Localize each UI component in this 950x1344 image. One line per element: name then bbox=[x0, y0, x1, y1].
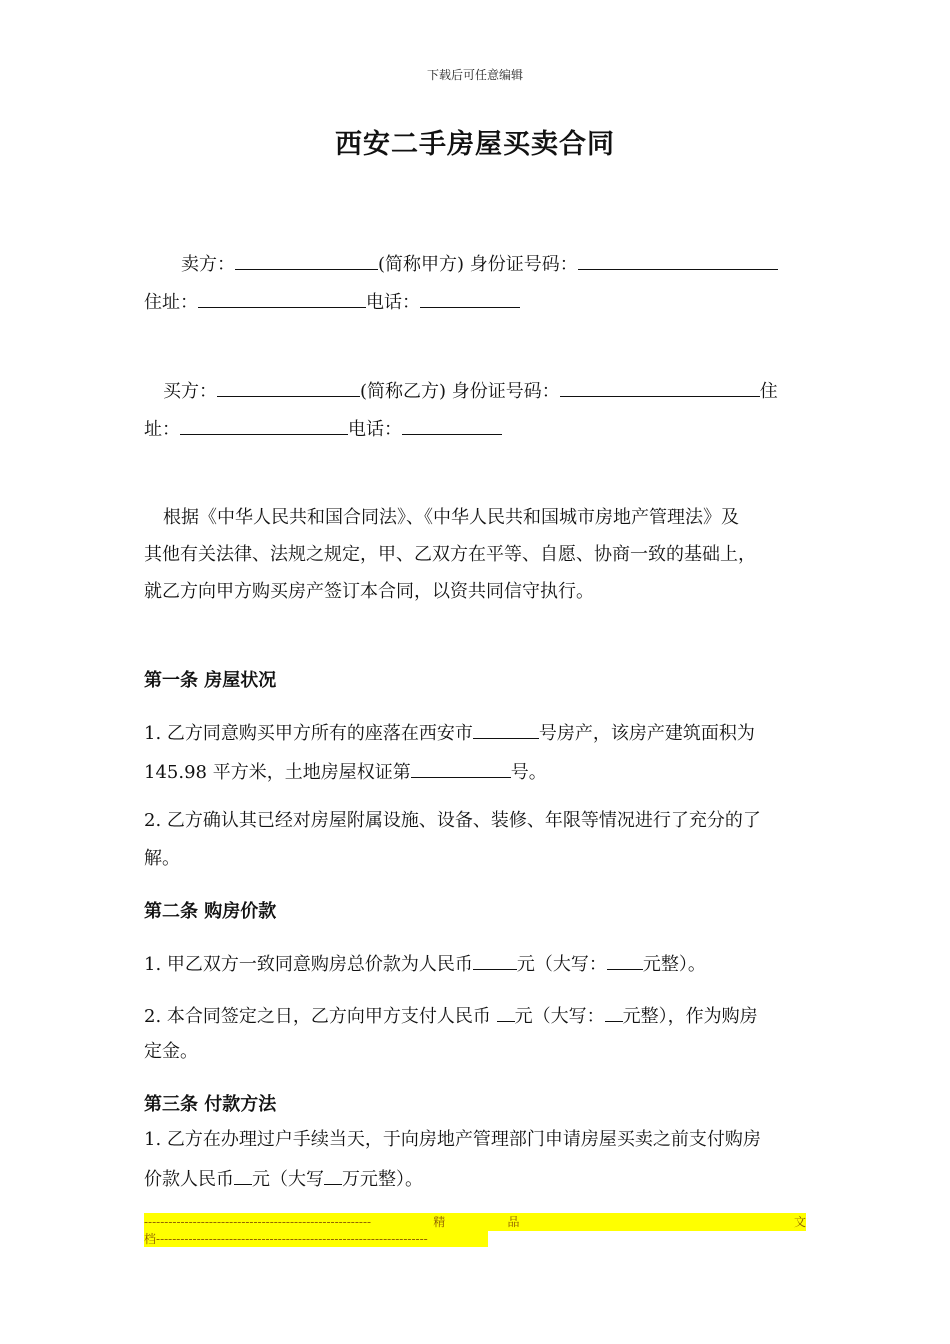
buyer-line-tail: 住 bbox=[759, 381, 778, 402]
article-1-text-a: 1. 乙方同意购买甲方所有的座落在西安市 bbox=[144, 723, 473, 744]
article-1-text-c: 145.98 平方米，土地房屋权证第 bbox=[144, 762, 411, 783]
certificate-number-field[interactable] bbox=[411, 757, 511, 778]
seller-line-2 bbox=[144, 287, 520, 316]
intro-line-2: 其他有关法律、法规之规定，甲、乙双方在平等、自愿、协商一致的基础上， bbox=[144, 544, 756, 565]
article-2-para-2 bbox=[144, 1001, 758, 1030]
article-2-text-c: 元整）。 bbox=[642, 954, 706, 975]
article-2-text-d: 2. 本合同签定之日，乙方向甲方支付人民币 bbox=[144, 1006, 497, 1027]
header-note: 下载后可任意编辑 bbox=[426, 68, 523, 82]
article-1-para-1 bbox=[144, 718, 755, 747]
article-2-para-1 bbox=[144, 949, 706, 978]
footer-char-2: 品 bbox=[507, 1215, 520, 1229]
buyer-address-field[interactable] bbox=[180, 414, 348, 435]
article-2-text-f: 元整），作为购房 bbox=[622, 1006, 758, 1027]
footer-char-1: 精 bbox=[433, 1215, 446, 1229]
footer-watermark-line-2 bbox=[144, 1231, 488, 1247]
seller-id-label: 身份证号码： bbox=[469, 254, 578, 275]
buyer-line-2 bbox=[144, 414, 502, 443]
footer-char-3: 文 bbox=[793, 1215, 806, 1229]
intro-line-3: 就乙方向甲方购买房产签订本合同，以资共同信守执行。 bbox=[144, 581, 594, 602]
article-2-text-b: 元（大写： bbox=[516, 954, 607, 975]
footer-char-4: 档 bbox=[144, 1232, 157, 1246]
article-1-para-1-cont bbox=[144, 757, 547, 786]
article-1-text-d: 号。 bbox=[510, 762, 547, 783]
seller-phone-label: 电话： bbox=[366, 292, 420, 313]
buyer-id-label: 身份证号码： bbox=[451, 381, 560, 402]
article-2-text-e: 元（大写： bbox=[514, 1006, 605, 1027]
seller-line-1 bbox=[181, 249, 778, 278]
buyer-phone-field[interactable] bbox=[402, 414, 502, 435]
article-3-text-d: 万元整）。 bbox=[342, 1169, 423, 1190]
article-2-heading: 第二条 购房价款 bbox=[144, 901, 277, 922]
buyer-id-field[interactable] bbox=[560, 376, 760, 397]
total-price-field[interactable] bbox=[473, 949, 517, 970]
article-3-text-c: 元（大写 bbox=[252, 1169, 324, 1190]
article-1-para-2: 2. 乙方确认其已经对房屋附属设施、设备、装修、年限等情况进行了充分的了 bbox=[144, 810, 761, 831]
article-3-text-b: 价款人民币 bbox=[144, 1169, 234, 1190]
buyer-name-field[interactable] bbox=[217, 376, 360, 397]
seller-label: 卖方： bbox=[181, 254, 235, 275]
article-1-text-b: 号房产，该房产建筑面积为 bbox=[538, 723, 755, 744]
buyer-line-1 bbox=[163, 376, 778, 405]
article-3-para-1: 1. 乙方在办理过户手续当天，于向房地产管理部门申请房屋买卖之前支付购房 bbox=[144, 1129, 761, 1150]
article-2-text-a: 1. 甲乙双方一致同意购房总价款为人民币 bbox=[144, 954, 473, 975]
article-1-heading: 第一条 房屋状况 bbox=[144, 670, 277, 691]
article-3-heading: 第三条 付款方法 bbox=[144, 1094, 277, 1115]
property-number-field[interactable] bbox=[473, 718, 539, 739]
deposit-words-field[interactable] bbox=[605, 1001, 623, 1022]
footer-dashes-2: ------------------------------------------------------------------- bbox=[156, 1232, 428, 1246]
seller-abbr: (简称甲方) bbox=[378, 254, 465, 275]
seller-name-field[interactable] bbox=[235, 249, 378, 270]
total-price-words-field[interactable] bbox=[607, 949, 643, 970]
buyer-abbr: (简称乙方) bbox=[360, 381, 447, 402]
payment-amount-field[interactable] bbox=[234, 1164, 252, 1185]
seller-address-field[interactable] bbox=[198, 287, 366, 308]
deposit-field[interactable] bbox=[497, 1001, 515, 1022]
buyer-address-label: 址： bbox=[144, 419, 180, 440]
document-title: 西安二手房屋买卖合同 bbox=[335, 129, 615, 160]
article-1-para-2-cont: 解。 bbox=[144, 848, 180, 869]
intro-line-1: 根据《中华人民共和国合同法》、《中华人民共和国城市房地产管理法》及 bbox=[163, 507, 739, 528]
seller-phone-field[interactable] bbox=[420, 287, 520, 308]
footer-dashes-1: -------------------------------------------------------- bbox=[144, 1215, 372, 1229]
payment-words-field[interactable] bbox=[324, 1164, 342, 1185]
seller-address-label: 住址： bbox=[144, 292, 198, 313]
footer-watermark-line-1 bbox=[144, 1213, 806, 1231]
buyer-label: 买方： bbox=[163, 381, 217, 402]
article-3-para-1-cont bbox=[144, 1164, 423, 1193]
article-2-para-2-cont: 定金。 bbox=[144, 1041, 198, 1062]
seller-id-field[interactable] bbox=[578, 249, 778, 270]
buyer-phone-label: 电话： bbox=[348, 419, 402, 440]
